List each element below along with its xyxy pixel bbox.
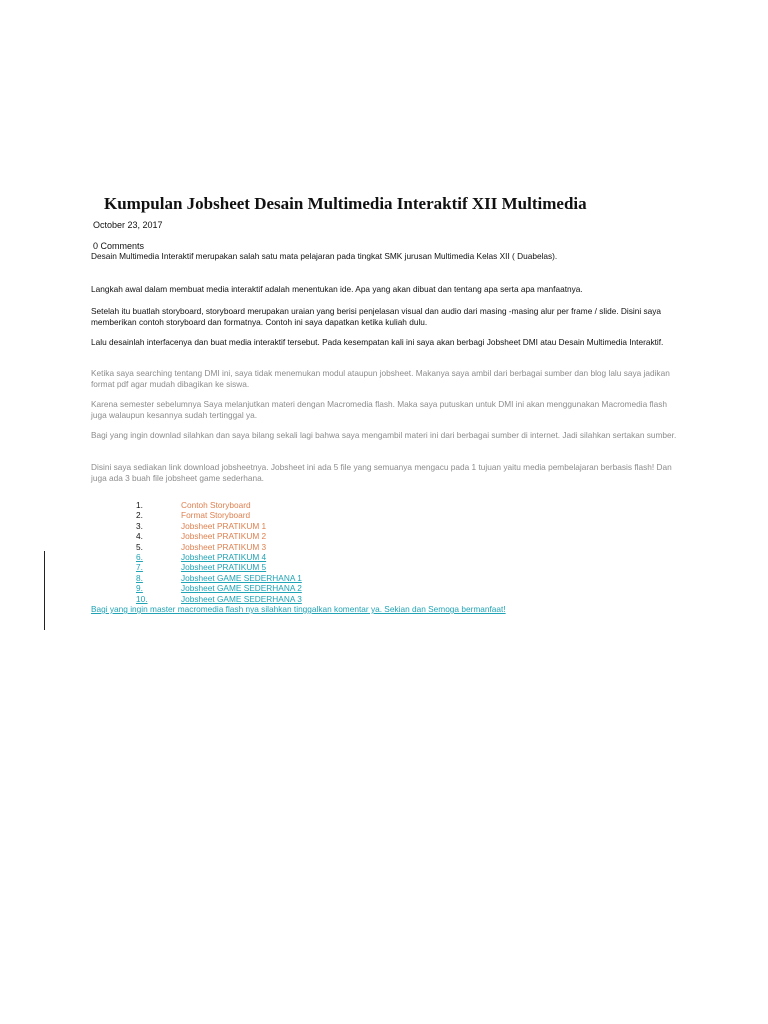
list-number: 8.: [136, 572, 143, 583]
footer-comment-link[interactable]: Bagi yang ingin master macromedia flash nya silahkan tinggalkan komentar ya. Sekian dan Semoga bermanfaat!: [91, 604, 506, 614]
download-link[interactable]: Jobsheet GAME SEDERHANA 3: [181, 593, 302, 604]
download-list-item: [0, 594, 340, 604]
download-list-item: [0, 510, 340, 520]
download-link[interactable]: Jobsheet PRATIKUM 2: [181, 531, 267, 542]
paragraph-download-note: Bagi yang ingin downlad silahkan dan saya bilang sekali lagi bahwa saya mengambil materi ini dari berbagai sumber di internet. Jadi silahkan sertakan sumber.: [91, 430, 677, 440]
paragraph-link-intro: Disini saya sediakan link download jobsheetnya. Jobsheet ini ada 5 file yang semuanya mengacu pada 1 tujuan yaitu media pembelajaran berbasis flash! Dan juga ada 3 buah file jobsheet game sederhana.: [91, 462, 672, 483]
download-link[interactable]: Jobsheet GAME SEDERHANA 1: [181, 572, 302, 583]
download-link[interactable]: Jobsheet GAME SEDERHANA 2: [181, 583, 302, 594]
download-link[interactable]: Contoh Storyboard: [181, 500, 251, 510]
download-link[interactable]: Jobsheet PRATIKUM 4: [181, 552, 267, 562]
list-number: 1.: [136, 500, 143, 510]
download-link[interactable]: Jobsheet PRATIKUM 3: [181, 541, 267, 552]
paragraph-storyboard: Setelah itu buatlah storyboard, storyboard merupakan uraian yang berisi penjelasan visual dan audio dari masing -masing alur per frame / slide. Disini saya memberikan contoh storyboard dan formatnya. Contoh ini saya dapatkan ketika kuliah dulu.: [91, 306, 662, 327]
paragraph-semester: Karena semester sebelumnya Saya melanjutkan materi dengan Macromedia flash. Maka saya putuskan untuk DMI ini akan menggunakan Macromedia flash juga walaupun kesannya sudah tertinggal ya.: [91, 399, 668, 420]
vertical-rule: [44, 551, 45, 630]
download-list-item: [0, 500, 340, 510]
list-number: 7.: [136, 562, 143, 573]
paragraph-searching: Ketika saya searching tentang DMI ini, saya tidak menemukan modul ataupun jobsheet. Makanya saya ambil dari berbagai sumber dan blog lalu saya jadikan format pdf agar mudah dibagikan ke siswa.: [91, 368, 670, 389]
list-number: 3.: [136, 520, 143, 531]
download-list-item: [0, 583, 340, 593]
download-link[interactable]: Format Storyboard: [181, 510, 251, 521]
download-link[interactable]: Jobsheet PRATIKUM 5: [181, 562, 267, 573]
article-date: October 23, 2017: [93, 220, 163, 230]
list-number: 6.: [136, 552, 143, 562]
list-number: 4.: [136, 531, 143, 542]
paragraph-interface: Lalu desainlah interfacenya dan buat media interaktif tersebut. Pada kesempatan kali ini saya akan berbagi Jobsheet DMI atau Desain Multimedia Interaktif.: [91, 337, 664, 347]
download-list-item: [0, 542, 340, 552]
download-list-item: [0, 521, 340, 531]
list-number: 9.: [136, 583, 143, 594]
download-list-item: [0, 573, 340, 583]
comments-count[interactable]: 0 Comments: [93, 241, 145, 251]
download-list-item: [0, 531, 340, 541]
list-number: 2.: [136, 510, 143, 521]
article-title: Kumpulan Jobsheet Desain Multimedia Interaktif XII Multimedia: [104, 194, 587, 213]
download-list-item: [0, 552, 340, 562]
paragraph-intro: Desain Multimedia Interaktif merupakan salah satu mata pelajaran pada tingkat SMK jurusan Multimedia Kelas XII ( Duabelas).: [91, 251, 558, 261]
download-list-item: [0, 562, 340, 572]
paragraph-ide: Langkah awal dalam membuat media interaktif adalah menentukan ide. Apa yang akan dibuat dan tentang apa serta apa manfaatnya.: [91, 284, 583, 294]
list-number: 5.: [136, 541, 143, 552]
download-link[interactable]: Jobsheet PRATIKUM 1: [181, 520, 267, 531]
list-number: 10.: [136, 593, 148, 604]
